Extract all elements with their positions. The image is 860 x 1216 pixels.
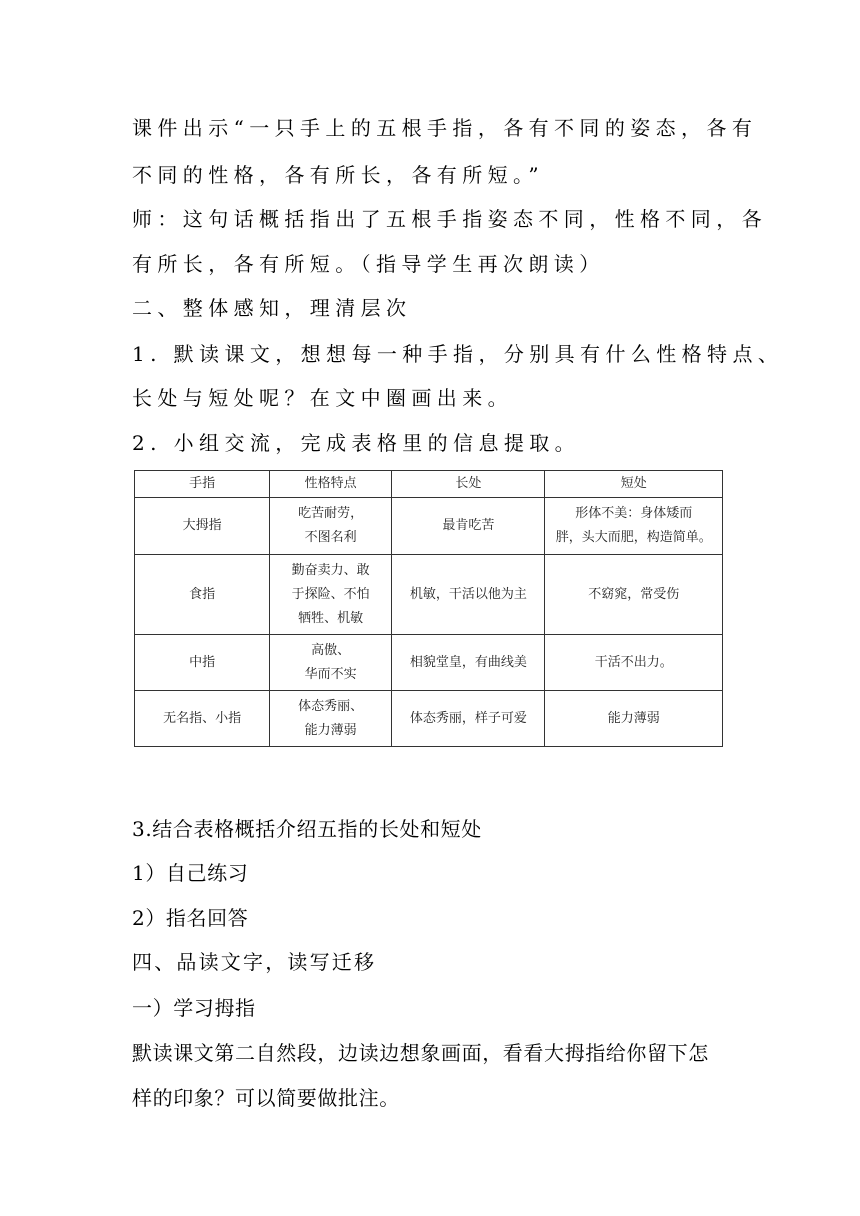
finger-cell: 无名指、小指 bbox=[135, 691, 270, 747]
cell-line: 能力薄弱 bbox=[304, 722, 357, 738]
section-heading: 四、品读文字，读写迁移 bbox=[132, 950, 377, 974]
paragraph-line: 3.结合表格概括介绍五指的长处和短处 bbox=[132, 817, 482, 841]
table-header-cell: 性格特点 bbox=[270, 471, 392, 498]
finger-cell: 中指 bbox=[135, 635, 270, 691]
paragraph-line: 2）指名回答 bbox=[132, 906, 249, 930]
weakness-cell: 干活不出力。 bbox=[545, 635, 723, 691]
cell-line: 吃苦耐劳， bbox=[298, 506, 364, 521]
traits-cell bbox=[270, 691, 392, 747]
paragraph-line: 有所长，各有所短。（指导学生再次朗读） bbox=[132, 252, 605, 276]
traits-cell bbox=[270, 498, 392, 555]
cell-line: 体态秀丽、 bbox=[298, 698, 364, 714]
cell-line: 华而不实 bbox=[304, 666, 357, 682]
table-row bbox=[135, 555, 723, 635]
finger-traits-table bbox=[134, 470, 723, 747]
finger-cell: 食指 bbox=[135, 555, 270, 635]
cell-line: 于探险、不怕 bbox=[291, 586, 370, 602]
table-row bbox=[135, 498, 723, 555]
strength-cell: 最肯吃苦 bbox=[392, 498, 545, 555]
paragraph-line: 样的印象？可以简要做批注。 bbox=[132, 1086, 400, 1110]
cell-line: 胖，头大而肥，构造简单。 bbox=[555, 530, 712, 545]
strength-cell: 机敏，干活以他为主 bbox=[392, 555, 545, 635]
traits-cell bbox=[270, 555, 392, 635]
section-heading: 二、整体感知，理清层次 bbox=[132, 296, 412, 320]
cell-line: 不图名利 bbox=[304, 530, 357, 545]
traits-cell bbox=[270, 635, 392, 691]
paragraph-line: 默读课文第二自然段，边读边想象画面，看看大拇指给你留下怎 bbox=[132, 1041, 709, 1065]
table-header-row bbox=[135, 471, 723, 498]
strength-cell: 相貌堂皇，有曲线美 bbox=[392, 635, 545, 691]
paragraph-line: 1）自己练习 bbox=[132, 861, 249, 885]
paragraph-line: 1. 默读课文，想想每一种手指，分别具有什么性格特点、 bbox=[132, 342, 784, 366]
paragraph-line: 长处与短处呢？在文中圈画出来。 bbox=[132, 386, 513, 410]
table-row bbox=[135, 635, 723, 691]
table-row bbox=[135, 691, 723, 747]
cell-line: 高傲、 bbox=[311, 642, 351, 658]
strength-cell: 体态秀丽，样子可爱 bbox=[392, 691, 545, 747]
subsection-heading: 一）学习拇指 bbox=[132, 996, 256, 1020]
paragraph-line: 2. 小组交流，完成表格里的信息提取。 bbox=[132, 431, 581, 455]
cell-line: 形体不美：身体矮而 bbox=[575, 506, 693, 521]
table-header-cell: 长处 bbox=[392, 471, 545, 498]
table-header-cell: 手指 bbox=[135, 471, 270, 498]
cell-line: 勤奋卖力、敢 bbox=[291, 562, 370, 578]
table-header-cell: 短处 bbox=[545, 471, 723, 498]
cell-line: 牺牲、机敏 bbox=[298, 610, 364, 626]
paragraph-line: 课件出示“一只手上的五根手指，各有不同的姿态，各有 bbox=[132, 116, 758, 140]
paragraph-line: 不同的性格，各有所长，各有所短。” bbox=[132, 163, 545, 187]
finger-cell: 大拇指 bbox=[135, 498, 270, 555]
weakness-cell bbox=[545, 498, 723, 555]
paragraph-line: 师：这句话概括指出了五根手指姿态不同，性格不同，各 bbox=[132, 207, 767, 231]
weakness-cell: 能力薄弱 bbox=[545, 691, 723, 747]
weakness-cell: 不窈窕，常受伤 bbox=[545, 555, 723, 635]
